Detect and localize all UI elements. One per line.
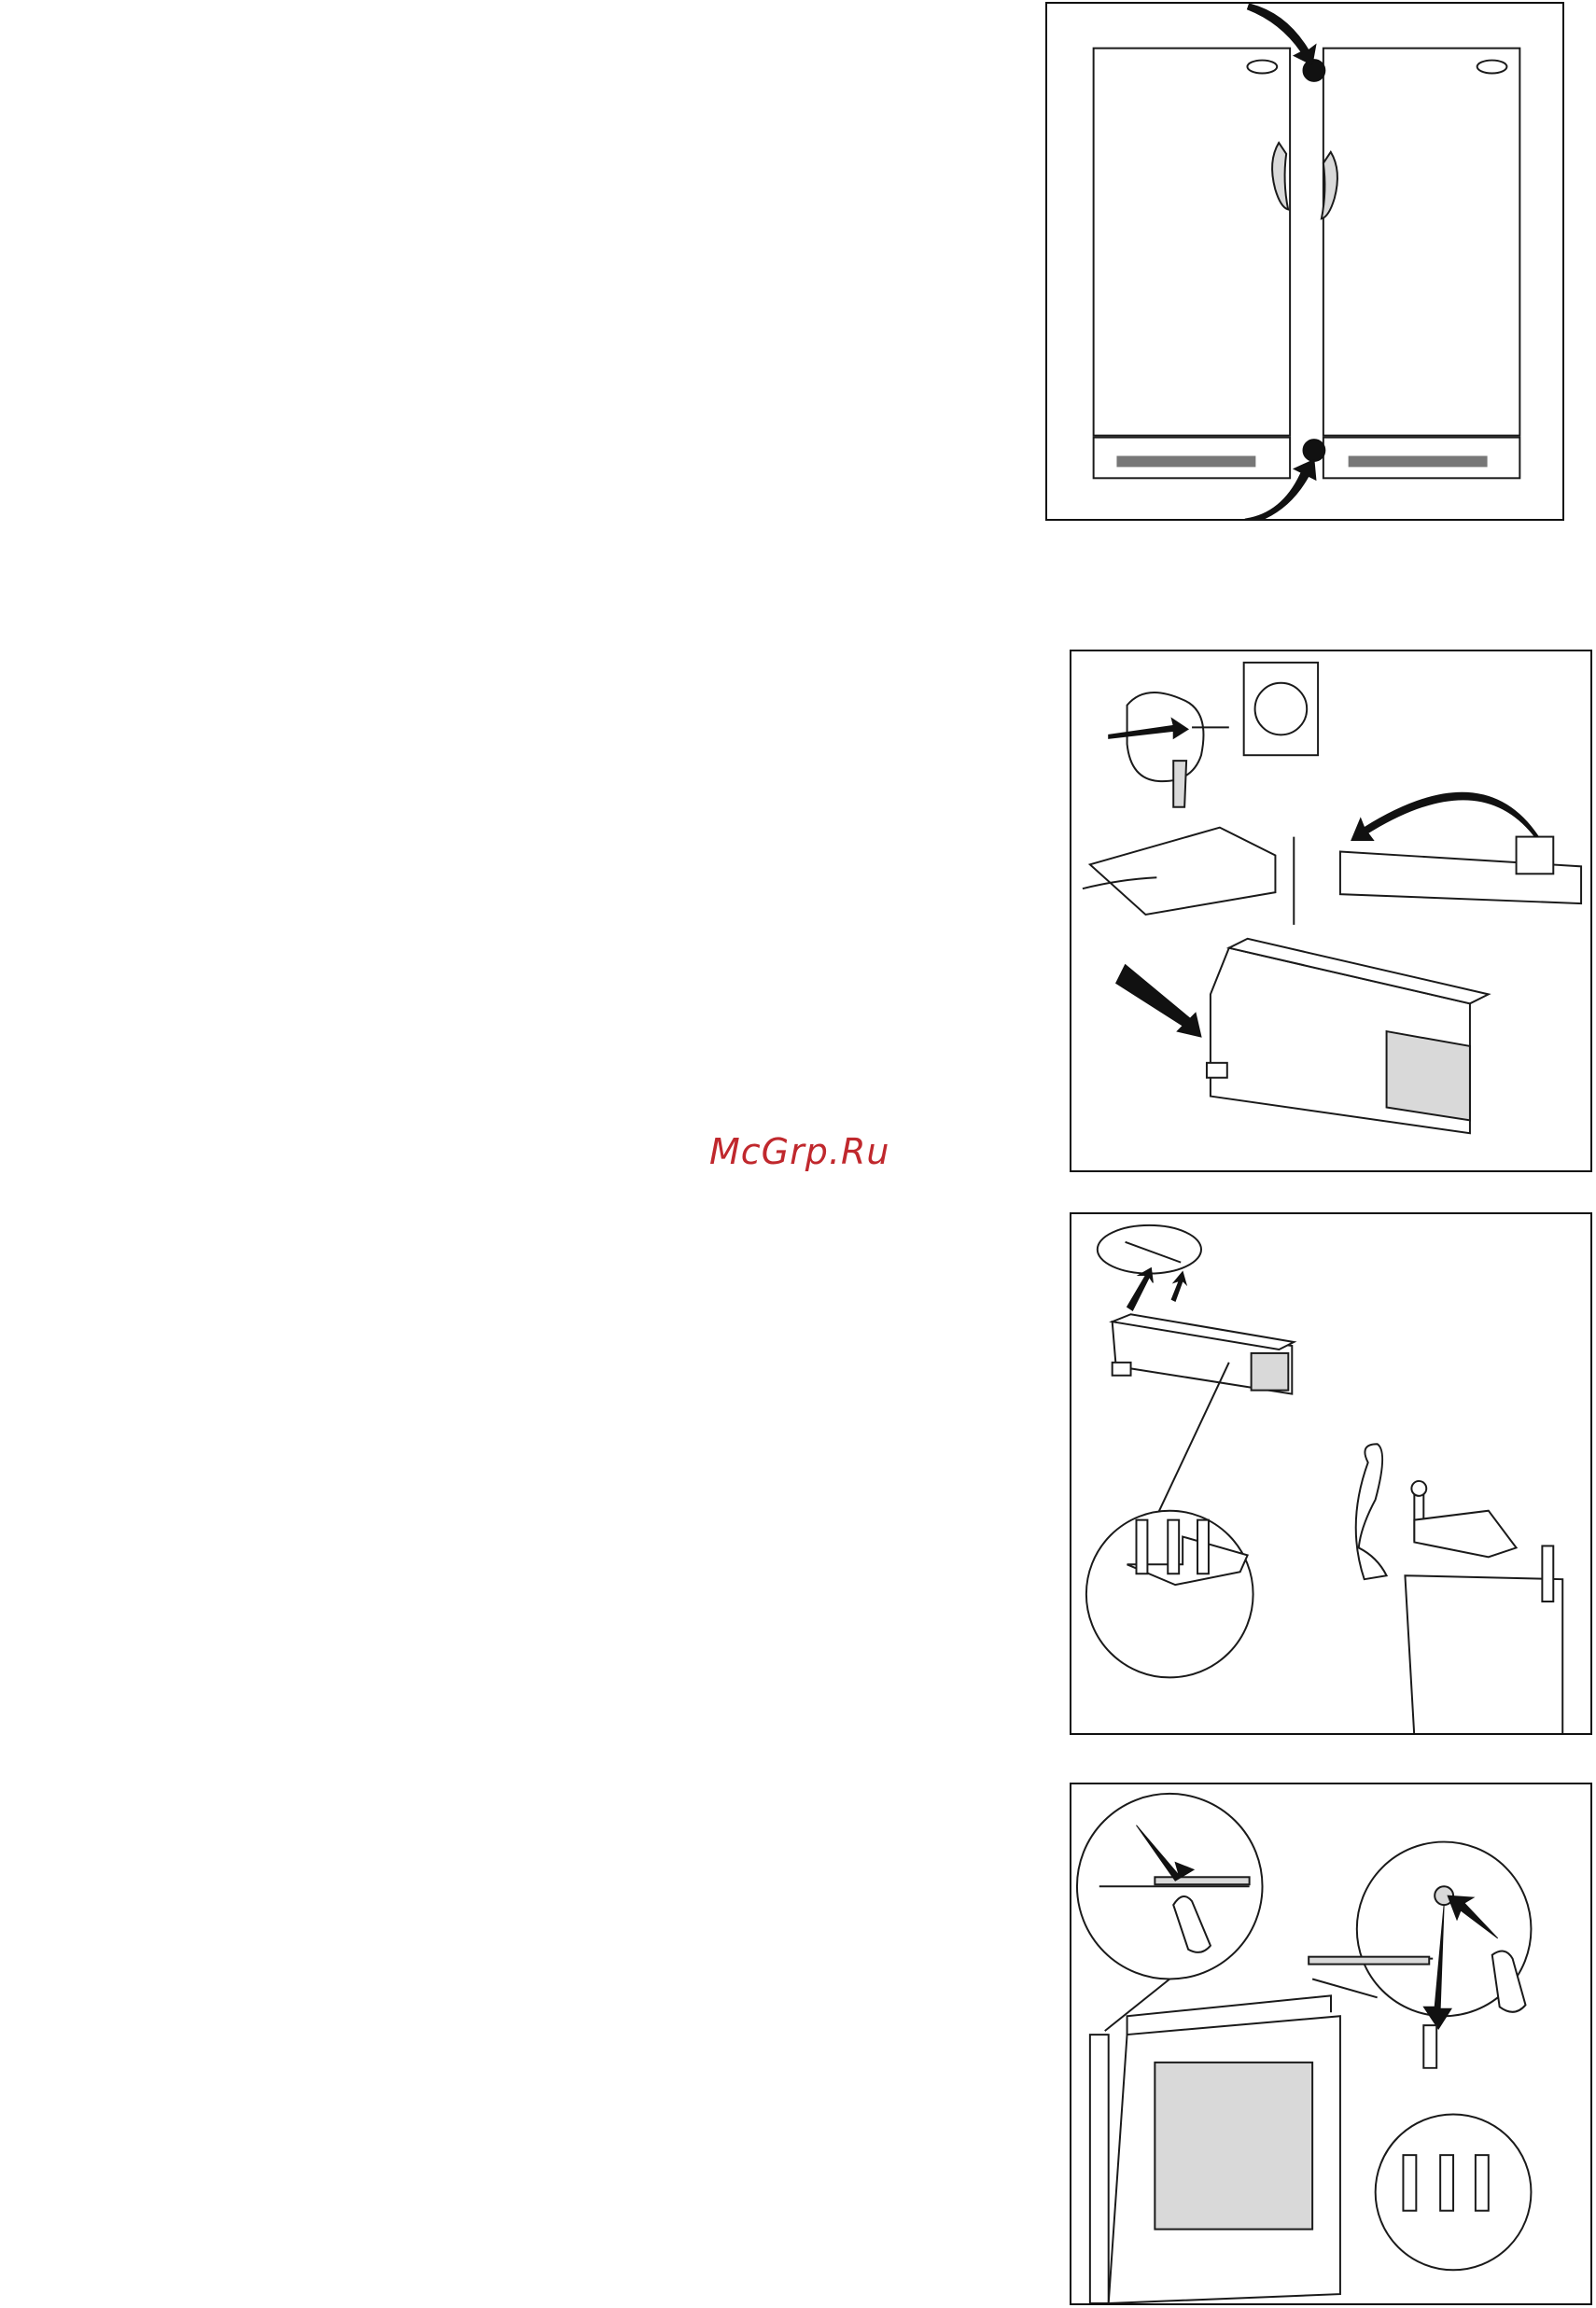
figure-unplug-remove-parts (1070, 650, 1592, 1172)
watermark-logo: McGrp.Ru (709, 1131, 890, 1172)
doors-illustration (1047, 4, 1562, 519)
figure-hinge-refit (1070, 1783, 1592, 2305)
hinge-remove-illustration (1071, 1214, 1590, 1733)
hinge-refit-illustration (1071, 1784, 1590, 2303)
unplug-illustration (1071, 651, 1590, 1170)
figure-hinge-remove (1070, 1212, 1592, 1735)
figure-doors-reversal (1045, 2, 1564, 521)
